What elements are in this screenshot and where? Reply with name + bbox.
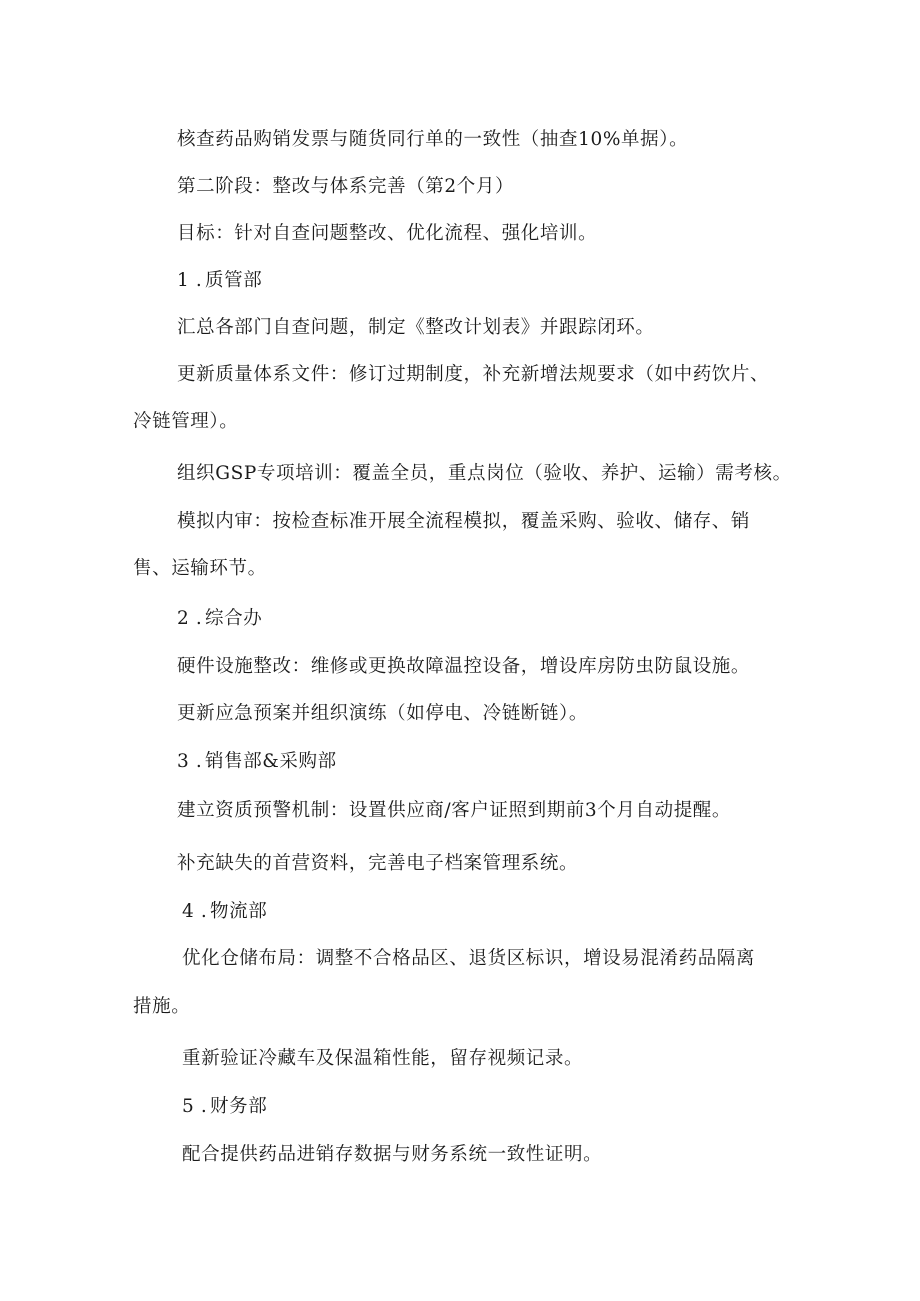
section-number: 2 .	[177, 608, 203, 629]
section-title: 物流部	[210, 901, 268, 922]
section-heading-admin	[177, 607, 262, 631]
phase-two-heading: 第二阶段：整改与体系完善（第2个月）	[177, 176, 515, 197]
section-heading-logistics	[182, 900, 267, 924]
paragraph-quality-2: 更新质量体系文件：修订过期制度，补充新增法规要求（如中药饮片、	[177, 364, 770, 385]
paragraph-quality-4: 模拟内审：按检查标准开展全流程模拟，覆盖采购、验收、储存、销	[177, 511, 751, 532]
section-number: 4 .	[182, 901, 208, 922]
section-heading-finance	[182, 1095, 267, 1119]
section-title: 销售部&采购部	[205, 751, 337, 772]
paragraph-sales-2: 补充缺失的首营资料，完善电子档案管理系统。	[177, 853, 579, 874]
paragraph-logistics-1-cont: 措施。	[133, 996, 191, 1017]
phase-two-goal: 目标：针对自查问题整改、优化流程、强化培训。	[177, 223, 598, 244]
paragraph-admin-1: 硬件设施整改：维修或更换故障温控设备，增设库房防虫防鼠设施。	[177, 656, 751, 677]
section-number: 3 .	[177, 751, 203, 772]
section-heading-sales	[177, 750, 337, 774]
paragraph-logistics-2: 重新验证冷藏车及保温箱性能，留存视频记录。	[182, 1048, 584, 1069]
paragraph-invoice-check: 核查药品购销发票与随货同行单的一致性（抽查10%单据）。	[177, 129, 689, 150]
section-title: 综合办	[205, 608, 263, 629]
paragraph-sales-1: 建立资质预警机制：设置供应商/客户证照到期前3个月自动提醒。	[177, 800, 732, 821]
paragraph-admin-2: 更新应急预案并组织演练（如停电、冷链断链）。	[177, 703, 588, 724]
section-number: 1 .	[177, 270, 203, 291]
paragraph-quality-1: 汇总各部门自查问题，制定《整改计划表》并跟踪闭环。	[177, 317, 655, 338]
section-heading-quality	[177, 269, 262, 293]
section-title: 质管部	[205, 270, 263, 291]
paragraph-quality-3: 组织GSP专项培训：覆盖全员，重点岗位（验收、养护、运输）需考核。	[177, 463, 792, 484]
paragraph-quality-4-cont: 售、运输环节。	[133, 558, 267, 579]
paragraph-finance-1: 配合提供药品进销存数据与财务系统一致性证明。	[182, 1144, 603, 1165]
paragraph-quality-2-cont: 冷链管理）。	[133, 411, 239, 432]
section-number: 5 .	[182, 1096, 208, 1117]
paragraph-logistics-1: 优化仓储布局：调整不合格品区、退货区标识，增设易混淆药品隔离	[182, 948, 756, 969]
section-title: 财务部	[210, 1096, 268, 1117]
